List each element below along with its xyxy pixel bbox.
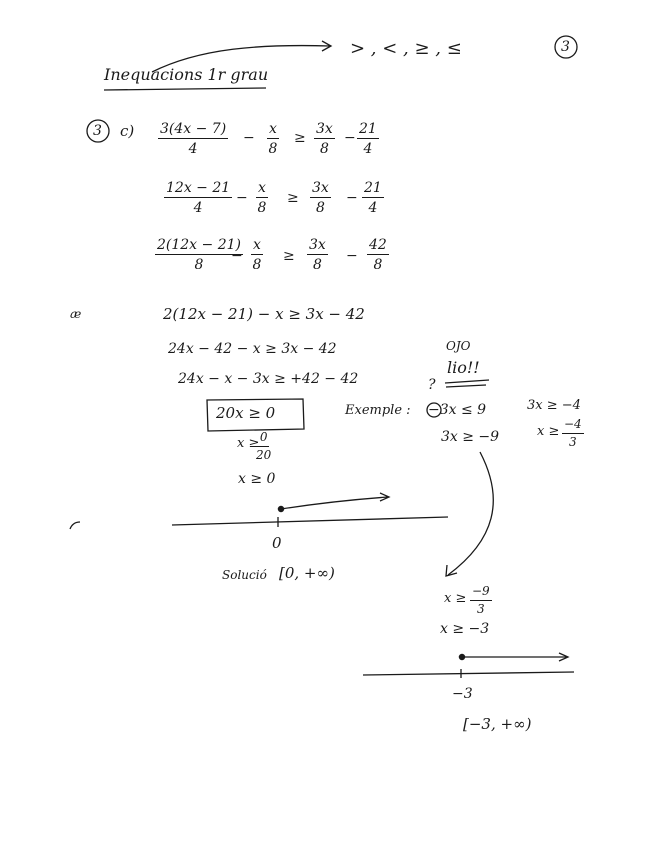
example-label: Exemple : bbox=[345, 403, 411, 418]
example-side-ineq: 3x ≥ −4 bbox=[527, 398, 581, 413]
example-ineq-2: 3x ≥ −9 bbox=[441, 429, 500, 445]
step1-term-d: $\frac{21}{4}$ bbox=[359, 121, 377, 158]
example-underline-2 bbox=[446, 385, 486, 387]
margin-mark: æ bbox=[70, 307, 82, 321]
example-side-lhs: x ≥ bbox=[537, 424, 560, 439]
number-line-1-label: 0 bbox=[272, 534, 282, 552]
example-step-fraction: $\frac{-9}{3}$ bbox=[472, 584, 490, 616]
step5: 24x − 42 − x ≥ 3x − 42 bbox=[168, 341, 337, 357]
step3-term-d: $\frac{42}{8}$ bbox=[369, 237, 387, 274]
example-note-bottom: lio!! bbox=[447, 358, 480, 377]
step8-fraction: $\frac{0}{20}$ bbox=[256, 430, 272, 462]
example-step-lhs: x ≥ bbox=[444, 591, 467, 606]
step2-term-b: $\frac{x}{8}$ bbox=[257, 180, 267, 217]
step2-minus-2: − bbox=[346, 190, 358, 206]
example-curve-arrow-head bbox=[446, 565, 457, 576]
solution-interval: [0, +∞) bbox=[279, 564, 335, 582]
step2-relation: ≥ bbox=[287, 190, 299, 206]
step1-minus-2: − bbox=[344, 130, 356, 146]
step6: 24x − x − 3x ≥ +42 − 42 bbox=[178, 371, 359, 387]
step1-term-c: $\frac{3x}{8}$ bbox=[316, 121, 333, 158]
example-note-top: OJO bbox=[446, 339, 471, 353]
step3-term-a: $\frac{2(12x - 21)}{8}$ bbox=[157, 237, 241, 274]
number-line-1 bbox=[172, 517, 448, 525]
exercise-number: 3 bbox=[93, 123, 102, 139]
step2-term-a: $\frac{12x - 21}{4}$ bbox=[166, 180, 231, 217]
example-step-2: x ≥ −3 bbox=[440, 621, 490, 637]
step2-term-d: $\frac{21}{4}$ bbox=[364, 180, 382, 217]
step3-term-b: $\frac{x}{8}$ bbox=[252, 237, 262, 274]
step1-term-b: $\frac{x}{8}$ bbox=[268, 121, 278, 158]
number-line-2 bbox=[363, 672, 574, 675]
step2-term-c: $\frac{3x}{8}$ bbox=[312, 180, 329, 217]
example-side-fraction: $\frac{-4}{3}$ bbox=[564, 417, 582, 449]
solution-label: Solució bbox=[222, 568, 267, 582]
example-solution-interval: [−3, +∞) bbox=[463, 715, 532, 733]
step3-minus-2: − bbox=[346, 248, 358, 264]
example-question-mark: ? bbox=[428, 377, 436, 393]
step9: x ≥ 0 bbox=[238, 471, 276, 487]
page-title: Inequacions 1r grau bbox=[104, 65, 269, 84]
header-inequality-symbols: > , < , ≥ , ≤ bbox=[350, 38, 462, 59]
step8-lhs: x ≥ bbox=[237, 436, 260, 451]
title-underline bbox=[104, 88, 266, 90]
step1-term-a: $\frac{3(4x - 7)}{4}$ bbox=[160, 121, 227, 158]
number-line-1-ray bbox=[281, 497, 388, 509]
example-underline-1 bbox=[445, 380, 489, 383]
step1-minus-1: − bbox=[243, 130, 255, 146]
example-ineq-1: −3x ≤ 9 bbox=[428, 402, 487, 418]
exercise-part: c) bbox=[120, 122, 135, 140]
page-number: 3 bbox=[561, 39, 570, 55]
step2-minus-1: − bbox=[236, 190, 248, 206]
step4: 2(12x − 21) − x ≥ 3x − 42 bbox=[163, 305, 365, 323]
number-line-2-label: −3 bbox=[452, 686, 473, 702]
margin-arc bbox=[70, 522, 80, 529]
example-curve-arrow bbox=[448, 452, 493, 575]
step3-minus-1: − bbox=[231, 248, 243, 264]
step3-term-c: $\frac{3x}{8}$ bbox=[309, 237, 326, 274]
step1-relation: ≥ bbox=[294, 130, 306, 146]
boxed-result: 20x ≥ 0 bbox=[216, 404, 276, 422]
step3-relation: ≥ bbox=[283, 248, 295, 264]
